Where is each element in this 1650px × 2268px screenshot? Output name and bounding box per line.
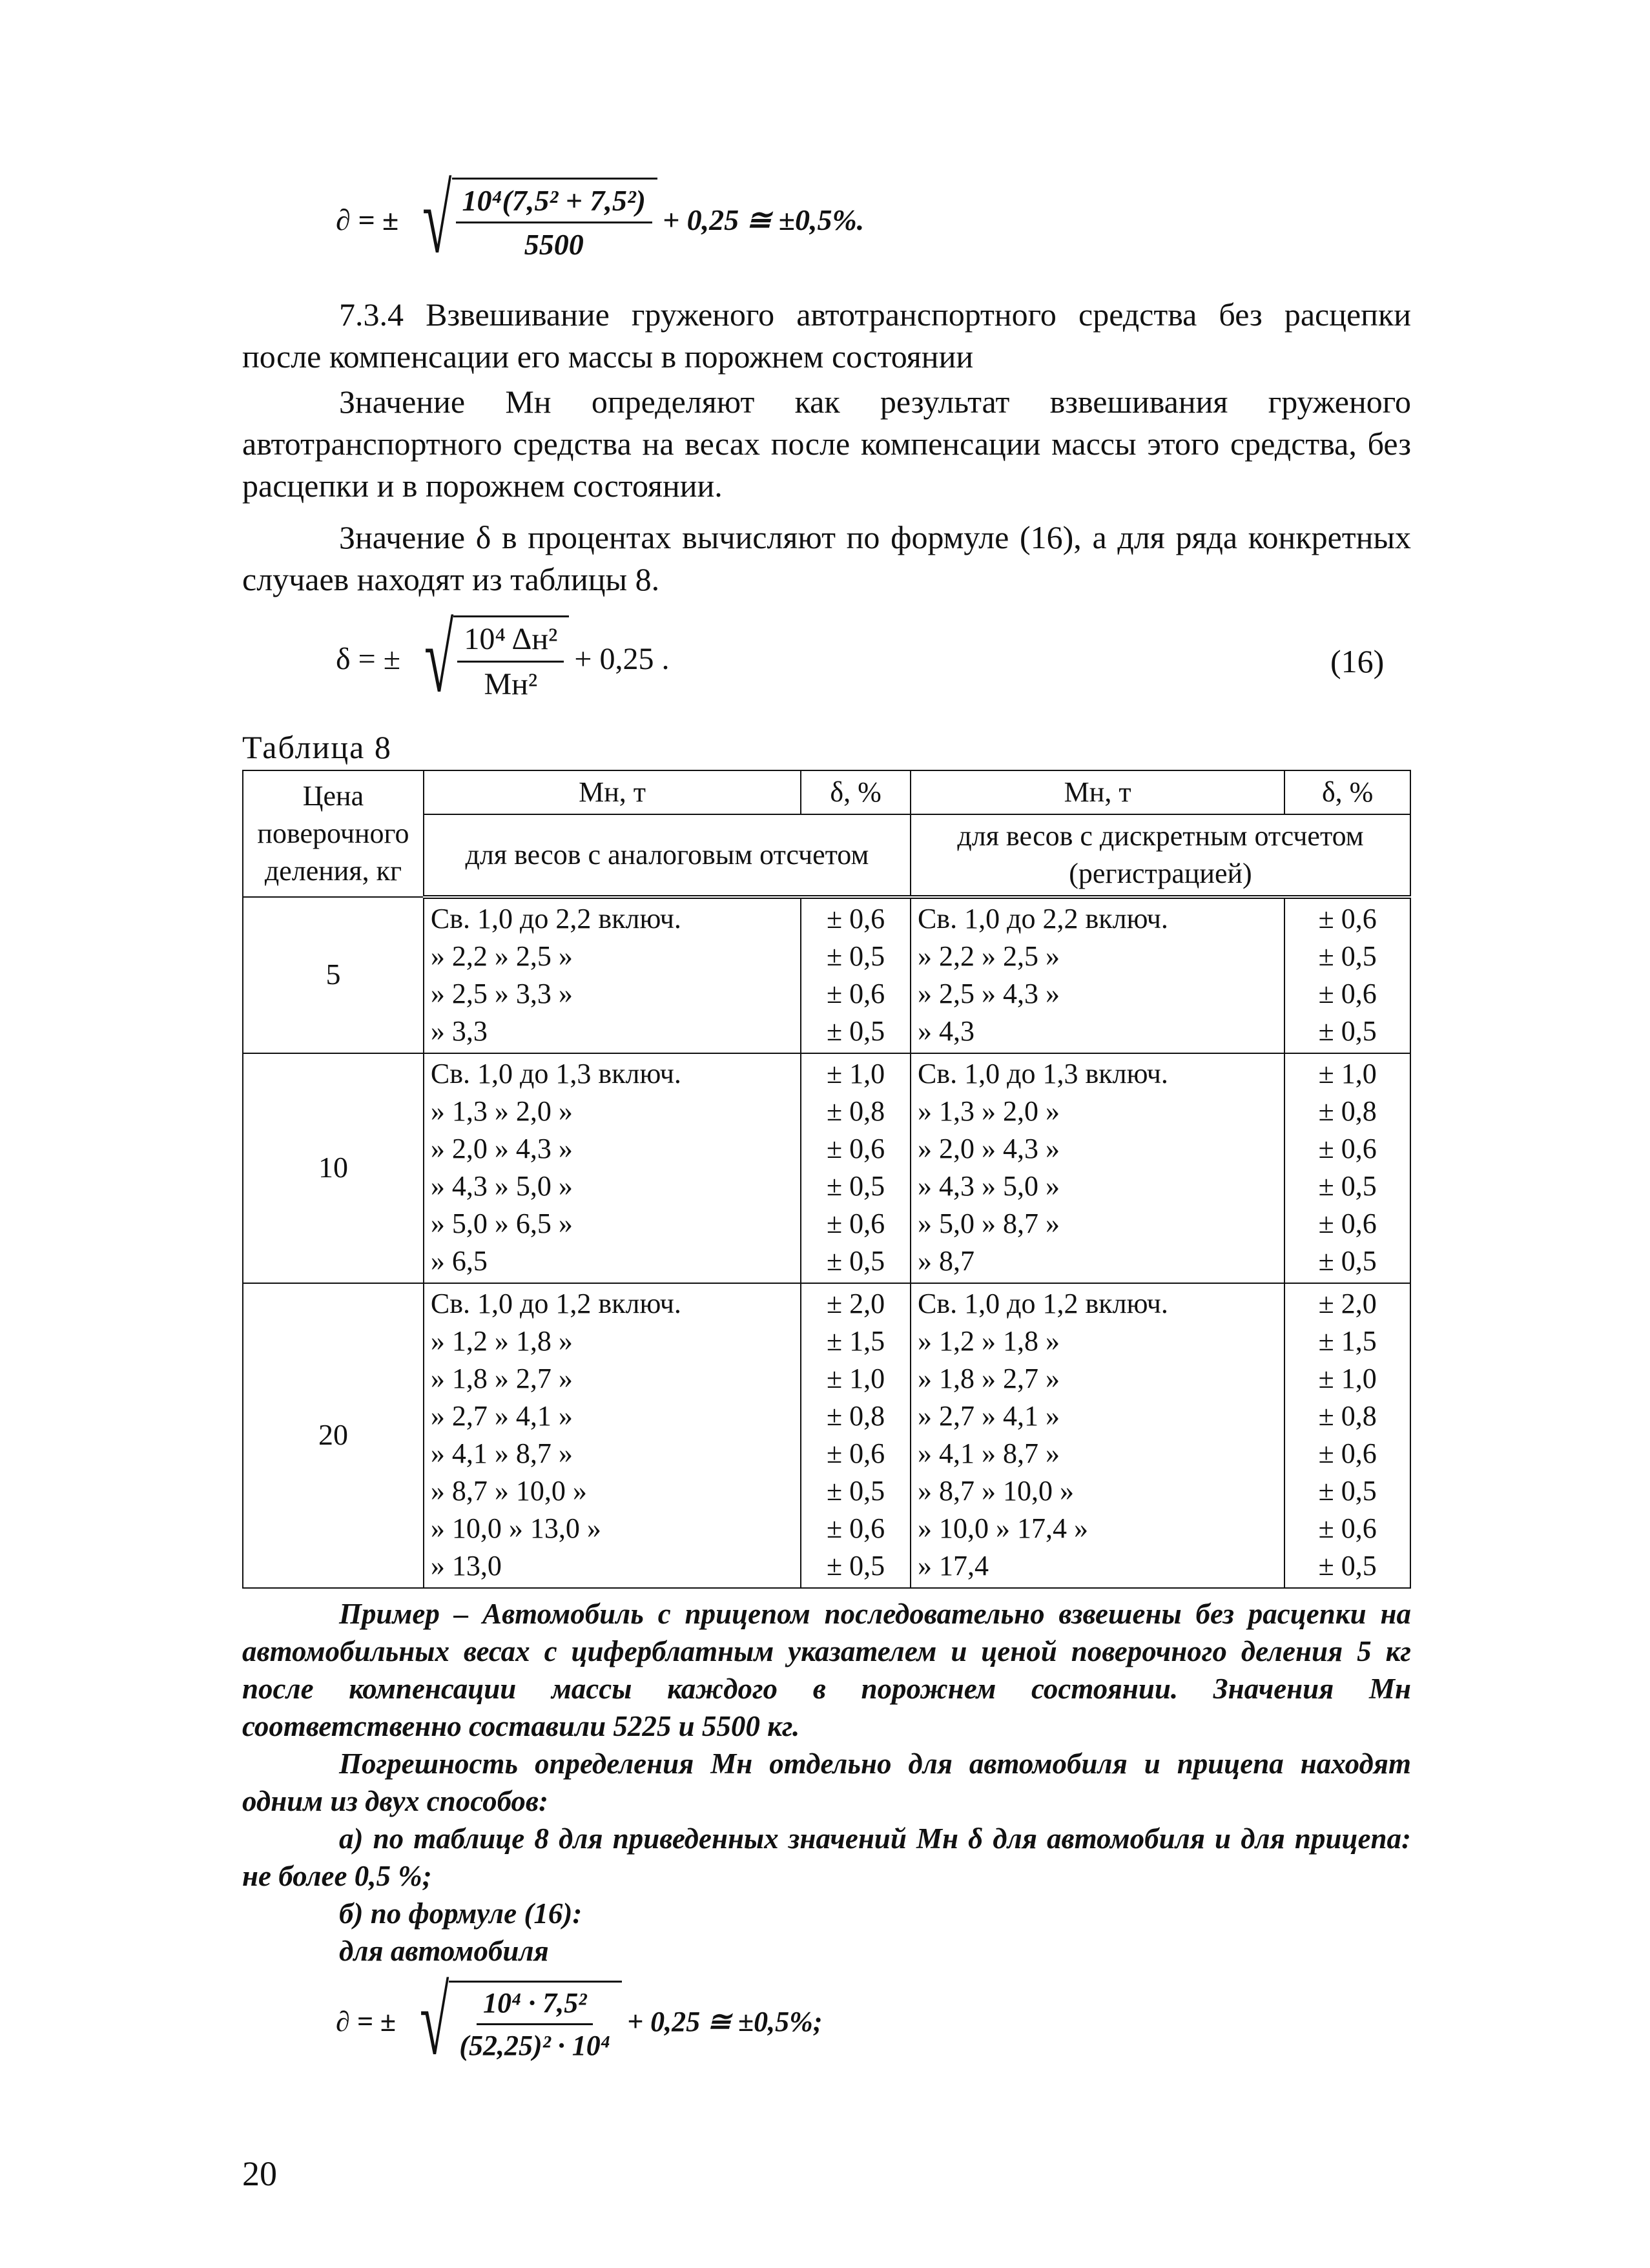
- formula-16: [336, 605, 670, 712]
- discrete-cell: [911, 1283, 1284, 1588]
- mass-range: » 4,1 » 8,7 »: [917, 1438, 1060, 1469]
- price-cell: 20: [243, 1283, 424, 1588]
- mass-range: » 17,4: [917, 1550, 989, 1582]
- table-row: [243, 1283, 1410, 1588]
- formula-16-numerator: 10⁴ Δн²: [457, 621, 564, 663]
- delta-value: ± 0,6: [826, 1438, 885, 1469]
- delta-value: ± 0,6: [1318, 978, 1377, 1009]
- delta-value: ± 1,0: [826, 1058, 885, 1089]
- formula-bottom-lhs: ∂ = ±: [336, 2005, 396, 2037]
- mass-range: » 10,0 » 13,0 »: [430, 1512, 601, 1544]
- price-cell: 5: [243, 897, 424, 1053]
- mass-range: » 1,2 » 1,8 »: [917, 1325, 1060, 1357]
- delta-value: ± 0,5: [1318, 1550, 1377, 1582]
- analog-cell: [424, 897, 801, 1053]
- mass-range: » 4,3 » 5,0 »: [430, 1170, 573, 1202]
- mass-range: » 2,2 » 2,5 »: [430, 940, 573, 972]
- page-number: 20: [242, 2154, 277, 2193]
- delta-value: ± 0,5: [1318, 1170, 1377, 1202]
- delta-value: ± 0,5: [826, 940, 885, 972]
- delta-value: ± 0,5: [826, 1550, 885, 1582]
- header-analog: для весов с аналоговым отсчетом: [424, 814, 911, 897]
- delta-value: ± 0,5: [1318, 1015, 1377, 1047]
- delta-value: ± 0,5: [826, 1245, 885, 1277]
- mass-range: » 8,7 » 10,0 »: [917, 1475, 1074, 1507]
- mass-range: » 2,5 » 3,3 »: [430, 978, 573, 1009]
- delta-value: ± 0,5: [826, 1015, 885, 1047]
- example-paragraph-3: а) по таблице 8 для приведенных значений Мн δ для автомобиля и для прицепа: не более 0,5 %;: [242, 1822, 1411, 1892]
- section-heading: 7.3.4 Взвешивание груженого автотранспортного средства без расцепки после компенсации его массы в порожнем состоянии: [242, 296, 1411, 375]
- mass-range: » 2,7 » 4,1 »: [430, 1400, 573, 1432]
- discrete-cell: [911, 1053, 1284, 1283]
- analog-cell: [424, 1283, 801, 1588]
- example-paragraph-4: б) по формуле (16):: [339, 1897, 583, 1930]
- formula-top-lhs: ∂ = ±: [336, 203, 399, 236]
- analog-d-cell: [801, 1283, 911, 1588]
- table-body: [243, 897, 1410, 1588]
- formula-bottom-denominator: (52,25)² · 10⁴: [459, 2030, 611, 2061]
- delta-value: ± 1,0: [1318, 1058, 1377, 1089]
- mass-range: » 13,0: [430, 1550, 502, 1582]
- table-row: [243, 1053, 1410, 1283]
- formula-bottom: [336, 1968, 823, 2075]
- delta-value: ± 0,8: [826, 1400, 885, 1432]
- discrete-cell: [911, 897, 1284, 1053]
- delta-value: ± 1,0: [826, 1363, 885, 1394]
- table-caption: Таблица 8: [242, 729, 392, 765]
- delta-value: ± 0,5: [1318, 1245, 1377, 1277]
- mass-range: » 4,3 » 5,0 »: [917, 1170, 1060, 1202]
- table-row: [243, 897, 1410, 1053]
- discrete-d-cell: [1284, 1283, 1410, 1588]
- mass-range: » 1,8 » 2,7 »: [430, 1363, 573, 1394]
- delta-value: ± 0,6: [826, 978, 885, 1009]
- delta-value: ± 0,6: [826, 1133, 885, 1164]
- delta-value: ± 2,0: [826, 1288, 885, 1319]
- delta-value: ± 0,6: [1318, 1208, 1377, 1239]
- mass-range: Св. 1,0 до 2,2 включ.: [430, 903, 681, 934]
- mass-range: » 1,2 » 1,8 »: [430, 1325, 573, 1357]
- formula-top: [336, 166, 865, 273]
- delta-value: ± 0,8: [1318, 1400, 1377, 1432]
- formula-16-fraction: [457, 621, 564, 702]
- mass-range: » 2,5 » 4,3 »: [917, 978, 1060, 1009]
- formula-bottom-tail: + 0,25 ≅ ±0,5%;: [627, 2005, 823, 2037]
- mass-range: » 4,3: [917, 1015, 975, 1047]
- mass-range: Св. 1,0 до 1,3 включ.: [430, 1058, 681, 1089]
- mass-range: Св. 1,0 до 1,3 включ.: [917, 1058, 1168, 1089]
- header-delta-analog: δ, %: [801, 770, 911, 814]
- formula-top-numerator: 10⁴(7,5² + 7,5²): [456, 183, 652, 223]
- analog-d-cell: [801, 1053, 911, 1283]
- delta-value: ± 0,6: [826, 1208, 885, 1239]
- delta-value: ± 0,6: [826, 1512, 885, 1544]
- delta-value: ± 1,0: [1318, 1363, 1377, 1394]
- formula-16-number: (16): [1330, 643, 1385, 679]
- discrete-d-cell: [1284, 897, 1410, 1053]
- formula-top-fraction: [456, 183, 652, 262]
- delta-value: ± 0,6: [1318, 1512, 1377, 1544]
- delta-value: ± 2,0: [1318, 1288, 1377, 1319]
- header-delta-discrete: δ, %: [1284, 770, 1410, 814]
- mass-range: » 5,0 » 8,7 »: [917, 1208, 1060, 1239]
- mass-range: » 2,0 » 4,3 »: [430, 1133, 573, 1164]
- mass-range: » 6,5: [430, 1245, 488, 1277]
- formula-bottom-numerator: 10⁴ · 7,5²: [477, 1986, 593, 2025]
- mass-range: » 2,2 » 2,5 »: [917, 940, 1060, 972]
- header-discrete: для весов с дискретным отсчетом (регистрацией): [911, 814, 1410, 897]
- mass-range: Св. 1,0 до 2,2 включ.: [917, 903, 1168, 934]
- mass-range: » 5,0 » 6,5 »: [430, 1208, 573, 1239]
- analog-cell: [424, 1053, 801, 1283]
- formula-16-denominator: Мн²: [484, 667, 538, 701]
- discrete-d-cell: [1284, 1053, 1410, 1283]
- delta-value: ± 0,6: [1318, 903, 1377, 934]
- mass-range: » 2,7 » 4,1 »: [917, 1400, 1060, 1432]
- header-mn-discrete: Мн, т: [911, 770, 1284, 814]
- formula-top-tail: + 0,25 ≅ ±0,5%.: [662, 203, 865, 236]
- mass-range: » 1,8 » 2,7 »: [917, 1363, 1060, 1394]
- example-paragraph-2: Погрешность определения Мн отдельно для автомобиля и прицепа находят одним из двух способов:: [242, 1747, 1411, 1817]
- delta-value: ± 0,6: [1318, 1438, 1377, 1469]
- section-paragraph-2: Значение δ в процентах вычисляют по формуле (16), а для ряда конкретных случаев находят из таблицы 8.: [242, 519, 1411, 597]
- mass-range: » 8,7: [917, 1245, 975, 1277]
- header-price: Цена поверочного деления, кг: [243, 770, 424, 897]
- sqrt-symbol: √ $\frac{\text{10⁴ Δн²}}{\text{Мн²}}$: [400, 613, 569, 704]
- sqrt-symbol: √ $\frac{\text{10⁴ · 7,5²}}{\text{(52,25)² · 10⁴}}$: [396, 1976, 622, 2067]
- delta-value: ± 0,8: [1318, 1095, 1377, 1127]
- mass-range: » 8,7 » 10,0 »: [430, 1475, 587, 1507]
- formula-16-tail: + 0,25 .: [574, 641, 670, 676]
- mass-range: » 1,3 » 2,0 »: [430, 1095, 573, 1127]
- delta-value: ± 0,5: [826, 1475, 885, 1507]
- delta-value: ± 0,5: [1318, 940, 1377, 972]
- mass-range: » 10,0 » 17,4 »: [917, 1512, 1088, 1544]
- mass-range: » 1,3 » 2,0 »: [917, 1095, 1060, 1127]
- mass-range: Св. 1,0 до 1,2 включ.: [430, 1288, 681, 1319]
- analog-d-cell: [801, 897, 911, 1053]
- formula-bottom-fraction: [453, 1986, 617, 2062]
- delta-value: ± 1,5: [826, 1325, 885, 1357]
- delta-value: ± 0,6: [1318, 1133, 1377, 1164]
- mass-range: » 4,1 » 8,7 »: [430, 1438, 573, 1469]
- formula-16-lhs: δ = ±: [336, 641, 401, 676]
- mass-range: Св. 1,0 до 1,2 включ.: [917, 1288, 1168, 1319]
- delta-value: ± 0,5: [826, 1170, 885, 1202]
- formula-top-denominator: 5500: [524, 228, 584, 261]
- example-paragraph-1: Пример – Автомобиль с прицепом последовательно взвешены без расцепки на автомобильных весах с циферблатным указателем и ценой поверочного деления 5 кг после компенсации массы каждого в порожнем состоянии. Значения Мн соответственно составили 5225 и 5500 кг.: [242, 1598, 1411, 1742]
- sqrt-symbol: √ $\frac{\text{10⁴(7,5² + 7,5²)}}{5500}$: [398, 174, 657, 265]
- example-paragraph-5: для автомобиля: [339, 1935, 549, 1967]
- mass-range: » 2,0 » 4,3 »: [917, 1133, 1060, 1164]
- mass-range: » 3,3: [430, 1015, 488, 1047]
- delta-value: ± 1,5: [1318, 1325, 1377, 1357]
- section-paragraph-1: Значение Мн определяют как результат взвешивания груженого автотранспортного средства на весах после компенсации массы этого средства, без расцепки и в порожнем состоянии.: [242, 384, 1411, 504]
- delta-value: ± 0,8: [826, 1095, 885, 1127]
- table-8: [242, 770, 1411, 1589]
- header-mn-analog: Мн, т: [424, 770, 801, 814]
- delta-value: ± 0,5: [1318, 1475, 1377, 1507]
- delta-value: ± 0,6: [826, 903, 885, 934]
- price-cell: 10: [243, 1053, 424, 1283]
